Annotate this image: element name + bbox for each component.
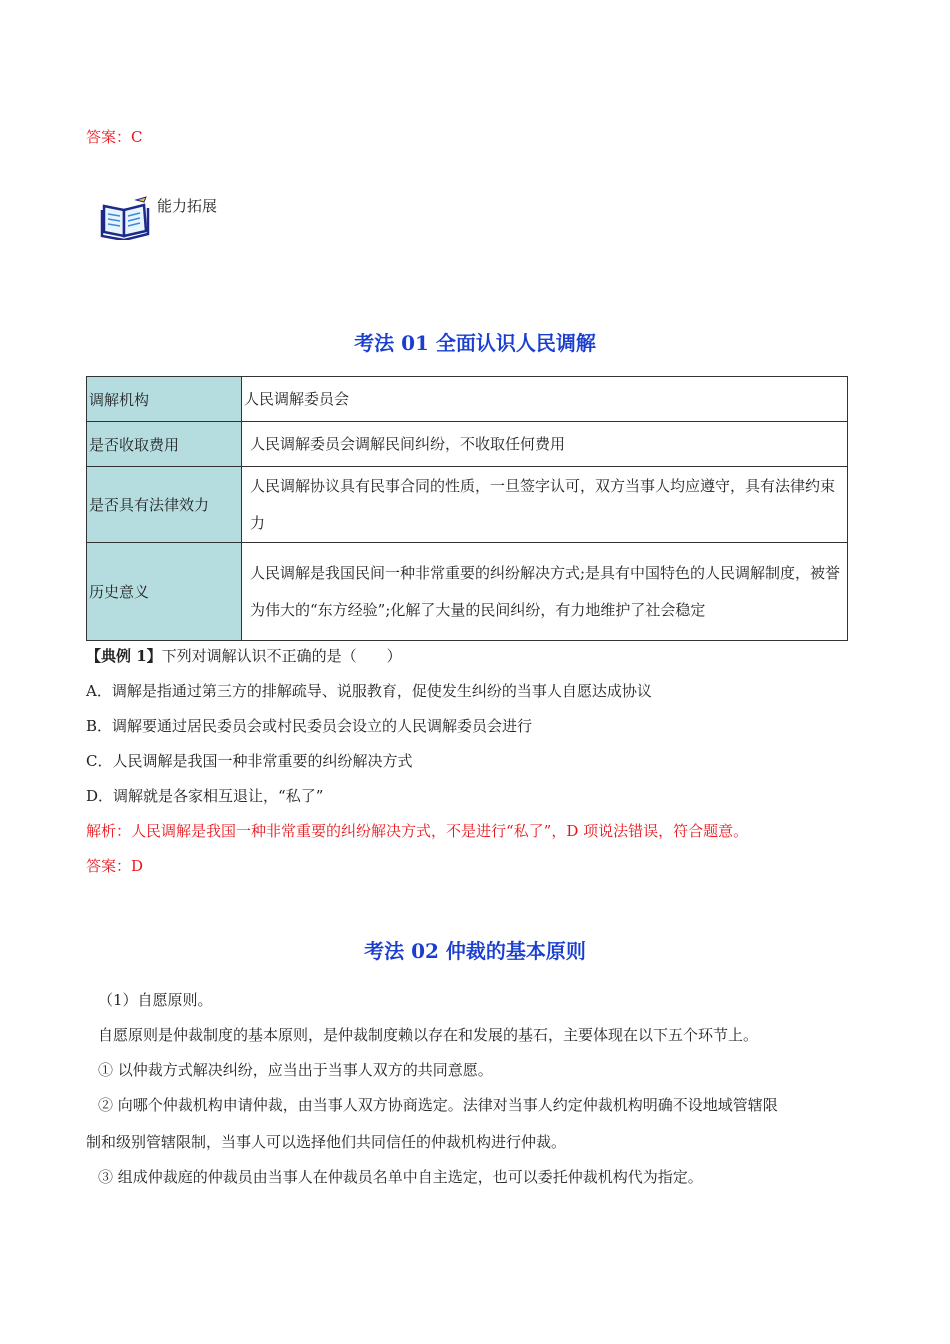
section1-title: 考法 01 全面认识人民调解 <box>354 331 596 355</box>
ability-label: 能力拓展 <box>157 197 218 215</box>
analysis-text: 解析：人民调解是我国一种非常重要的纠纷解决方式，不是进行“私了”，D 项说法错误，符合题意。 <box>86 822 749 840</box>
principle-line: ③ 组成仲裁庭的仲裁员由当事人在仲裁员名单中自主选定，也可以委托仲裁机构代为指定。 <box>98 1168 703 1186</box>
example-tag: 【典例 1】 <box>86 647 162 665</box>
table-label-cell: 调解机构 <box>87 377 242 422</box>
example-question <box>86 646 402 666</box>
table-label-cell: 历史意义 <box>87 543 242 641</box>
table-row <box>87 543 848 641</box>
option-c: C．人民调解是我国一种非常重要的纠纷解决方式 <box>86 752 413 770</box>
principle-line: ① 以仲裁方式解决纠纷，应当出于当事人双方的共同意愿。 <box>98 1061 493 1079</box>
table-value-cell: 人民调解委员会 <box>242 377 848 422</box>
option-a: A．调解是指通过第三方的排解疏导、说服教育，促使发生纠纷的当事人自愿达成协议 <box>86 682 652 700</box>
table-label-cell: 是否收取费用 <box>87 422 242 467</box>
example-question-text: 下列对调解认识不正确的是（ ） <box>161 647 402 665</box>
table-label-cell: 是否具有法律效力 <box>87 467 242 543</box>
table-value-cell: 人民调解是我国民间一种非常重要的纠纷解决方式;是具有中国特色的人民调解制度，被誉为伟大的“东方经验”;化解了大量的民间纠纷，有力地维护了社会稳定 <box>242 543 848 641</box>
mediation-table <box>86 376 848 641</box>
table-row <box>87 467 848 543</box>
top-answer: 答案：C <box>86 128 143 146</box>
option-b: B．调解要通过居民委员会或村民委员会设立的人民调解委员会进行 <box>86 717 533 735</box>
table-value-cell: 人民调解协议具有民事合同的性质，一旦签字认可，双方当事人均应遵守，具有法律约束力 <box>242 467 848 543</box>
table-value-cell: 人民调解委员会调解民间纠纷，不收取任何费用 <box>242 422 848 467</box>
example-answer: 答案：D <box>86 857 144 875</box>
principle-line: 自愿原则是仲裁制度的基本原则，是仲裁制度赖以存在和发展的基石，主要体现在以下五个环节上。 <box>98 1026 759 1044</box>
section2-title: 考法 02 仲裁的基本原则 <box>364 939 586 963</box>
principle-line: 制和级别管辖限制，当事人可以选择他们共同信任的仲裁机构进行仲裁。 <box>86 1133 567 1151</box>
principle-line: ② 向哪个仲裁机构申请仲裁，由当事人双方协商选定。法律对当事人约定仲裁机构明确不设地域管辖限 <box>98 1096 778 1114</box>
table-row <box>87 422 848 467</box>
option-d: D．调解就是各家相互退让，“私了” <box>86 787 324 805</box>
open-book-icon <box>100 196 150 240</box>
table-row <box>87 377 848 422</box>
principle-line: （1）自愿原则。 <box>98 991 213 1009</box>
